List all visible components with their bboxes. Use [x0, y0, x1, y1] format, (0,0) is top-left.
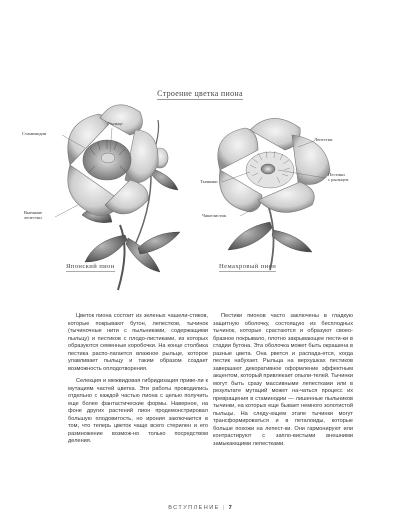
japanese-peony-label	[66, 263, 115, 272]
section-title-text: Строение цветка пиона	[157, 89, 243, 98]
callout-sepals-text: Чашелистик	[202, 213, 227, 218]
callout-sepals	[202, 213, 226, 218]
callout-pistils-line2: с рыльцем	[328, 177, 349, 183]
single-peony-label	[219, 263, 276, 272]
footer-chapter: ВСТУПЛЕНИЕ	[168, 505, 220, 511]
paragraph: Пестики пионов часто заключены в гладкую защитную оболочку, состоящую из бесплодных тычинок, которые срастаются и образуют своео-бразное покрывало, плотно закрывающее пести-ки в стадии бутона. Эта оболочка может быть окрашена в разные цвета. Она рвется и распада-ется, когда пестик набухает. Рыльца на верхушках пестиков завершают декоративное оформление эффектным акцентом, который привлекает опыли-телей. Тычинки могут быть сразу массивными лепестками или в результате мутаций может на-чаться процесс их превращения в стаминодии — лишенные пыльников тычинки, на которых еще бывает немного золотистой пыльцы. На следу-ющем этапе тычинки могут трансформироваться и в петалоиды, которые больше похожи на лепест-ки. Они гармонируют или контрастируют с запло-вистыми внешними замыкающими лепестками.	[213, 313, 353, 447]
callout-outer-petals-line2: лепестки	[24, 215, 42, 221]
single-peony-label-text: Немахровый пион	[219, 263, 277, 270]
paragraph: Селекция и межвидовая гибридизация приве-ли к мутациям частей цветка. Эти работы проводились отдельно с каждой частью пиона с целью получить еще более фантастические формы. Наверное, на фоне других растений пион продемонстрировал большую плодовитость, но ирония заключается в том, что теперь цветок чаще всего стерилен и его размножение возмож-но только посредством деления.	[68, 378, 208, 444]
footer-separator: |	[222, 505, 226, 511]
callout-stigma-text: Рыльце	[108, 121, 123, 126]
callout-staminodes	[22, 131, 46, 136]
callout-pistils-line1: Пестики	[328, 172, 345, 177]
page-number: 7	[228, 505, 232, 511]
page-footer	[0, 505, 400, 511]
callout-staminodes-text: Стаминодии	[22, 131, 47, 136]
callout-stigma	[108, 121, 123, 126]
text-column-left	[68, 313, 208, 451]
callout-pistils	[328, 172, 348, 182]
japanese-peony-label-text: Японский пион	[66, 263, 115, 270]
text-column-right	[213, 313, 353, 453]
callout-outer-petals-line1: Внешние	[24, 210, 43, 215]
callout-petals-text: Лепестки	[314, 137, 333, 142]
callout-petals	[314, 137, 332, 142]
callout-outer-petals	[24, 210, 42, 220]
paragraph: Цветок пиона состоит из зеленых чашели-стиков, которые покрывают бутон, лепестков, тычинок (тычиночные нити с пыльниками, содержащими пыльцу) и пестиков с плодо-листиками, из которых образуются семенные коробочки. На конце столбика пестика распо-лагается влажное рыльце, которое улавливает пыльцу и таким образом создает возможность оплодотворения.	[68, 313, 208, 372]
callout-stamens	[200, 179, 218, 184]
callout-stamens-text: Тычинки	[200, 179, 218, 184]
